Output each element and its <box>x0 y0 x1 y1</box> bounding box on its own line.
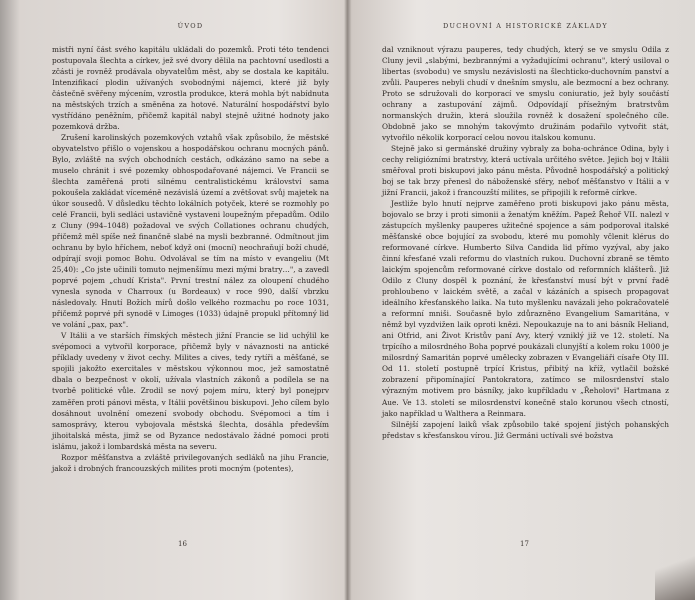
paragraph: Zrušení karolinských pozemkových vztahů však způsobilo, že městské obyvatelstvo přišlo o vojenskou a hospodářskou ochranu mocných pánů. Bylo, zvláště na svých obchodních cestách, odkázáno samo na sebe a muselo chránit i své pozemky obhospodařované nájemci. Ve Francii se šlechta zaměřená proti silnému centralistickému království sama pokoušela zakládat víceméně nezávislá území a zvětšovat svůj majetek na úkor sousedů. V důsledku těchto lokálních potyček, které se rozmohly po celé Francii, byli sedláci ustavičně vystaveni loupežným přepadům. Odilo z Cluny (994–1048) požadoval ve svých Collationes ochranu chudých, přičemž měl spíše než finančně slabé na mysli bezbranné. Odmítnout jim ochranu by bylo hříchem, neboť když oni (mocní) neochraňují boží chudé, odpírají svoji pomoc Bohu. Odvolával se tím na místo v evangeliu (Mt 25,40): „Co jste učinili tomuto nejmenšímu mezi mými bratry…", a zavedl poprvé pojem „chudí Krista". První trestní nález za oloupení chudého vynesla synoda v Charroux (u Bordeaux) v roce 990, další vbrzku následovaly. Hnutí Božích mírů došlo velkého rozmachu po roce 1031, přičemž poprvé při synodě v Limoges (1033) údajně propukl přítomný lid ve volání „pax, pax". <box>52 133 329 330</box>
paragraph: Rozpor měšťanstva a zvláště privilegovaných sedláků na jihu Francie, jakož i drobných francouzských milites proti mocným (potentes), <box>52 452 329 473</box>
page-corner-shadow <box>655 540 695 600</box>
paragraph: V Itálii a ve starších římských městech jižní Francie se lid uchýlil ke svépomoci a vytvořil korporace, přičemž byly v návaznosti na antické příklady uvedeny v život cechy. Milites a cives, tedy rytíři a měšťané, se spojili jakožto exercitales v městskou výkonnou moc, jež samostatně dbala o bezpečnost v okolí, užívala vlastních zákonů a podílela se na tvorbě politické vůle. Zrodil se nový pojem míru, který byl ponejprv zaměřen proti pánovi města, v Itálii povětšinou biskupovi. Jeho cílem bylo dosáhnout uvolnění omezení svobody obchodu. Svépomoci a tím i samosprávy, kterou vybojovala městská šlechta, dosáhla především jihoitalská města, jimž se od Byzance nedostávalo žádné pomoci proti islámu, jakož i lombardská města na severu. <box>52 331 329 451</box>
left-page <box>0 0 347 600</box>
right-page-text <box>382 44 669 441</box>
paragraph: Silnější zapojení laiků však způsobilo také spojení jistých pohanských představ s křesťanskou vírou. Již Germáni uctívali své božstva <box>382 419 669 440</box>
paragraph: Jestliže bylo hnutí nejprve zaměřeno proti biskupovi jako pánu města, bojovalo se brzy i proti simonii a ženatým kněžím. Papež Řehoř VII. nalezl v zástupcích myšlenky pauperes užitečné spojence a sám podporoval italské měšťanské obce bojující za svobodu, které mu pomohly včlenit klérus do reformované církve. Humberto Silva Candida lid přímo vyzýval, aby jako činní křesťané vzali reformu do vlastních rukou. Duchovní zbraně se těmto laickým spojencům reformované církve dostalo od reformních klášterů. Již Odilo z Cluny dospěl k poznání, že křesťanství musí být v první řadě prohloubeno v laickém světě, a začal v kázáních a spisech propagovat ideálního křesťanského laika. Na tuto myšlenku navázali jeho pokračovatelé a reformní mniši. Současně bylo zdůrazněno Evangelium Samaritána, v němž byl vyzdvižen laik oproti knězi. Nepoukazuje na to ani básník Heliand, ani Otfrid, ani Život Kristův paní Avy, který vzniklý již ve 12. století. Na trpícího a milosrdného Boha poprvé poukázali clunyjští a kolem roku 1000 je milosrdný Samaritán poprvé umělecky zobrazen v Evangeliáři císaře Oty III. Od 11. století postupně trpící Kristus, přibitý na kříž, vytlačil božské zobrazení připomínající Pantokratora, zatímco se milosrdenství stalo výrazným motivem pro básníky, jako kupříkladu v „Řeholovi" Hartmana z Aue. Ve 13. století se milosrdenství konečně stalo korunou všech ctností, jako například u Walthera a Reinmara. <box>382 199 669 418</box>
running-head-right: DUCHOVNÍ A HISTORICKÉ ZÁKLADY <box>442 22 609 30</box>
paragraph: mistři nyní část svého kapitálu ukládali do pozemků. Proti této tendenci postupovala šlechta a církev, jež své dvory dělila na pachtovní usedlosti a zčásti je rovněž prodávala obyvatelům měst, aby se dostala ke kapitálu. Intenzifikací plodin užívaných svobodnými nájemci, které již byly částečně svěřeny mýcením, vzrostla produkce, která mohla být nabídnuta na městských trzích a směněna za hotové. Naturální hospodářství bylo vystřídáno peněžním, přičemž kapitál nabyl stejně užitné hodnoty jako pozemková držba. <box>52 45 329 132</box>
paragraph: Stejně jako si germánské družiny vybraly za boha-ochránce Odina, byly i cechy religiózními bratrstvy, která uctívala určitého světce. Jejich boj v Itálii směřoval proti biskupovi jako pánu města. Původně hospodářský a politický boj se tak brzy přenesl do náboženské sféry, neboť měšťanstvo v Itálii a v jižní Francii, jakož i francouzští milites, se připojili k reformě církve. <box>382 144 669 198</box>
page-number-left: 16 <box>178 540 187 548</box>
page-number-right: 17 <box>520 540 529 548</box>
paragraph: dal vzniknout výrazu pauperes, tedy chudých, který se ve smyslu Odila z Cluny jevil „slabými, bezbrannými a vyžadujícími ochranu", který usiloval o libertas (svobodu) ve smyslu nezávislosti na šlechticko-duchovním panství a zvůli. Pauperes nebyli chudí v dnešním smyslu, ale bezmocní a bez ochrany. Proto se sdružovali do korporací ve smyslu coniuratio, jež byly součástí ochrany a zastupování zájmů. Odpovídají přísežným bratrstvům normanských družin, která sloužila rovněž k dosažení společného cíle. Obdobně jako se mnohým takovýmto družinám podařilo vytvořit stát, vytvořilo několik korporací celou novou italskou komunu. <box>382 45 669 143</box>
left-page-text <box>52 44 329 474</box>
running-head-left: ÚVOD <box>177 22 204 30</box>
right-page <box>348 0 695 600</box>
